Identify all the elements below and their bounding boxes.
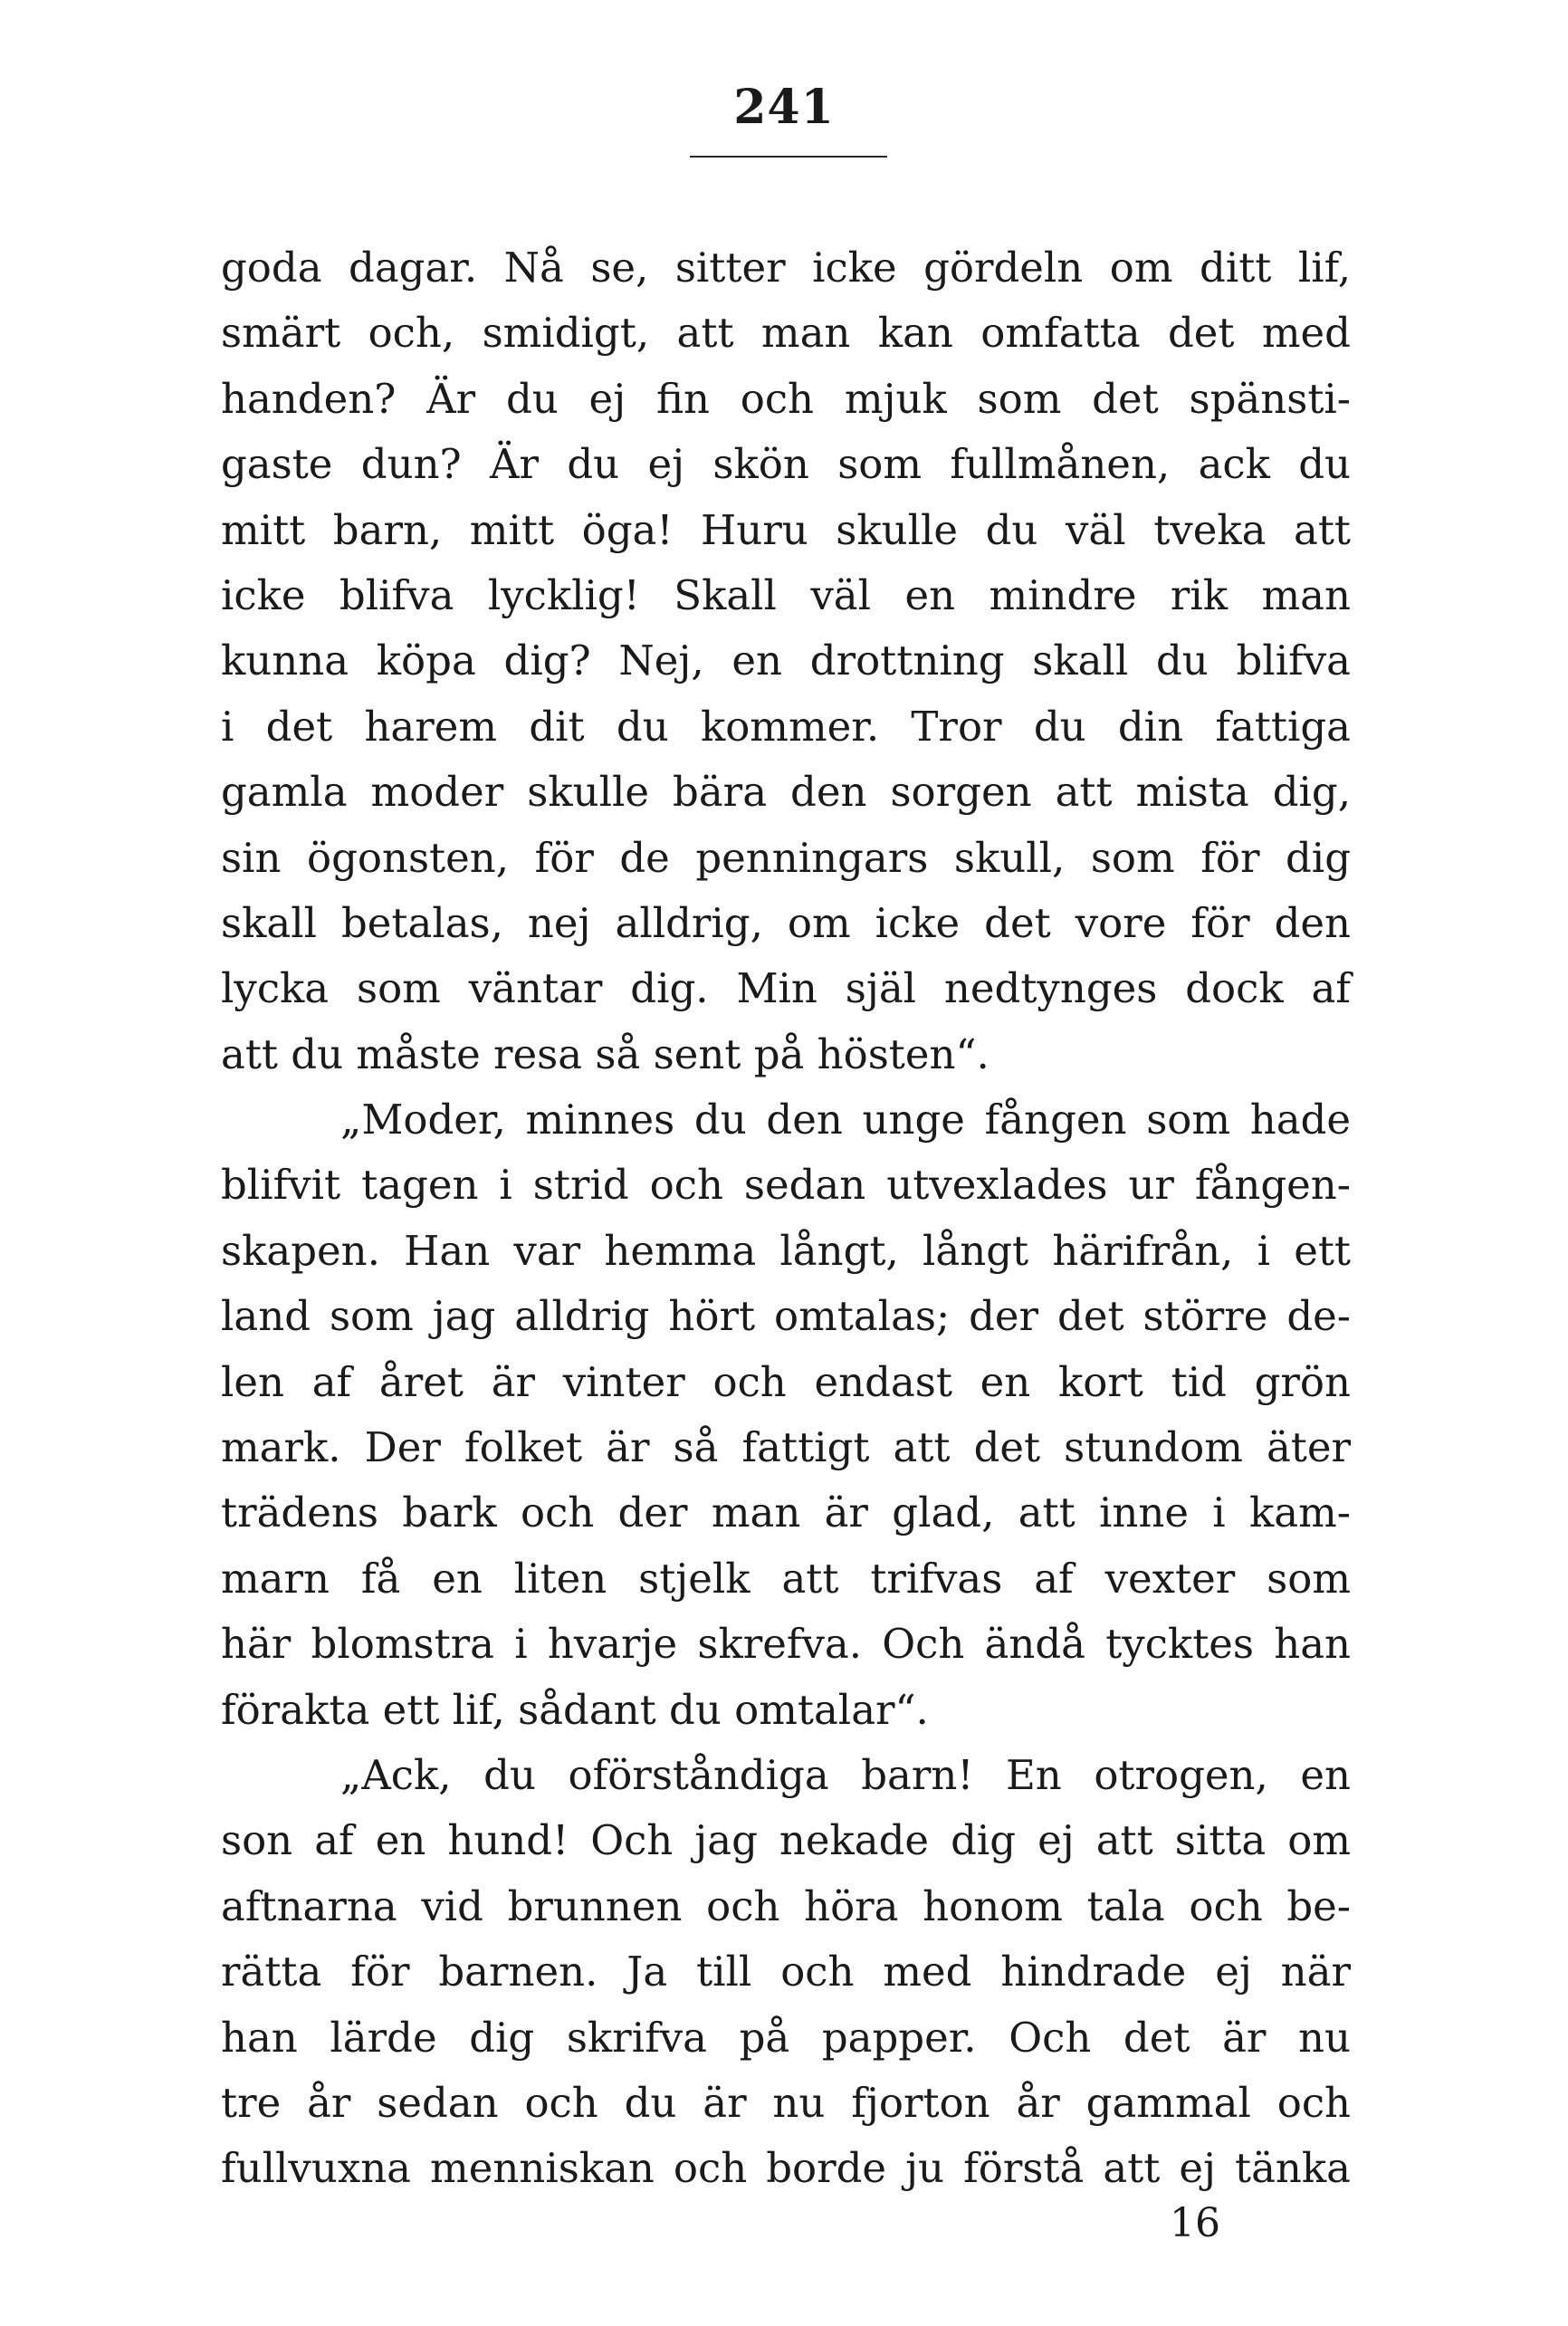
text-line: han lärde dig skrifva på papper. Och det är nu [221, 2013, 1351, 2062]
text-line: smärt och, smidigt, att man kan omfatta det med [221, 309, 1351, 358]
signature-mark: 16 [1170, 2200, 1220, 2246]
text-line: mark. Der folket är så fattigt att det stundom äter [221, 1423, 1351, 1472]
text-line: land som jag alldrig hört omtalas; der det större de- [221, 1292, 1351, 1341]
paragraph-end-line: att du måste resa så sent på hösten“. [221, 1029, 990, 1078]
page-number: 241 [733, 80, 835, 135]
text-line: goda dagar. Nå se, sitter icke gördeln om ditt lif, [221, 244, 1351, 292]
text-line: skapen. Han var hemma långt, långt härifrån, i ett [221, 1226, 1351, 1275]
text-line: trädens bark och der man är glad, att inne i kam- [221, 1488, 1351, 1537]
text-line: marn få en liten stjelk att trifvas af vexter som [221, 1554, 1351, 1603]
text-line: son af en hund! Och jag nekade dig ej att sitta om [221, 1816, 1351, 1865]
text-line: rätta för barnen. Ja till och med hindrade ej när [221, 1948, 1351, 1996]
text-line: lycka som väntar dig. Min själ nedtynges dock af [221, 964, 1351, 1013]
text-line: tre år sedan och du är nu fjorton år gammal och [221, 2078, 1351, 2127]
text-line: sin ögonsten, för de penningars skull, som för dig [221, 833, 1351, 882]
text-line: icke blifva lycklig! Skall väl en mindre rik man [221, 570, 1351, 619]
text-line: gaste dun? Är du ej skön som fullmånen, ack du [221, 440, 1351, 489]
paragraph-start-line: „Moder, minnes du den unge fången som hade [340, 1096, 1351, 1144]
body-text [221, 235, 1351, 2202]
header-rule [690, 156, 887, 158]
text-line: i det harem dit du kommer. Tror du din fattiga [221, 702, 1351, 751]
text-line: fullvuxna menniskan och borde ju förstå att ej tänka [221, 2144, 1351, 2193]
text-line: handen? Är du ej fin och mjuk som det spänsti- [221, 374, 1351, 423]
text-line: skall betalas, nej alldrig, om icke det vore för den [221, 898, 1351, 947]
text-line: gamla moder skulle bära den sorgen att mista dig, [221, 768, 1351, 817]
text-line: kunna köpa dig? Nej, en drottning skall du blifva [221, 637, 1351, 685]
paragraph-end-line: förakta ett lif, sådant du omtalar“. [221, 1685, 929, 1734]
text-line: len af året är vinter och endast en kort tid grön [221, 1357, 1351, 1406]
text-line: mitt barn, mitt öga! Huru skulle du väl tveka att [221, 505, 1351, 554]
text-line: här blomstra i hvarje skrefva. Och ändå tycktes han [221, 1620, 1351, 1669]
paragraph-start-line: „Ack, du oförståndiga barn! En otrogen, en [340, 1750, 1351, 1799]
text-line: blifvit tagen i strid och sedan utvexlades ur fången- [221, 1161, 1351, 1210]
text-line: aftnarna vid brunnen och höra honom tala och be- [221, 1881, 1351, 1930]
